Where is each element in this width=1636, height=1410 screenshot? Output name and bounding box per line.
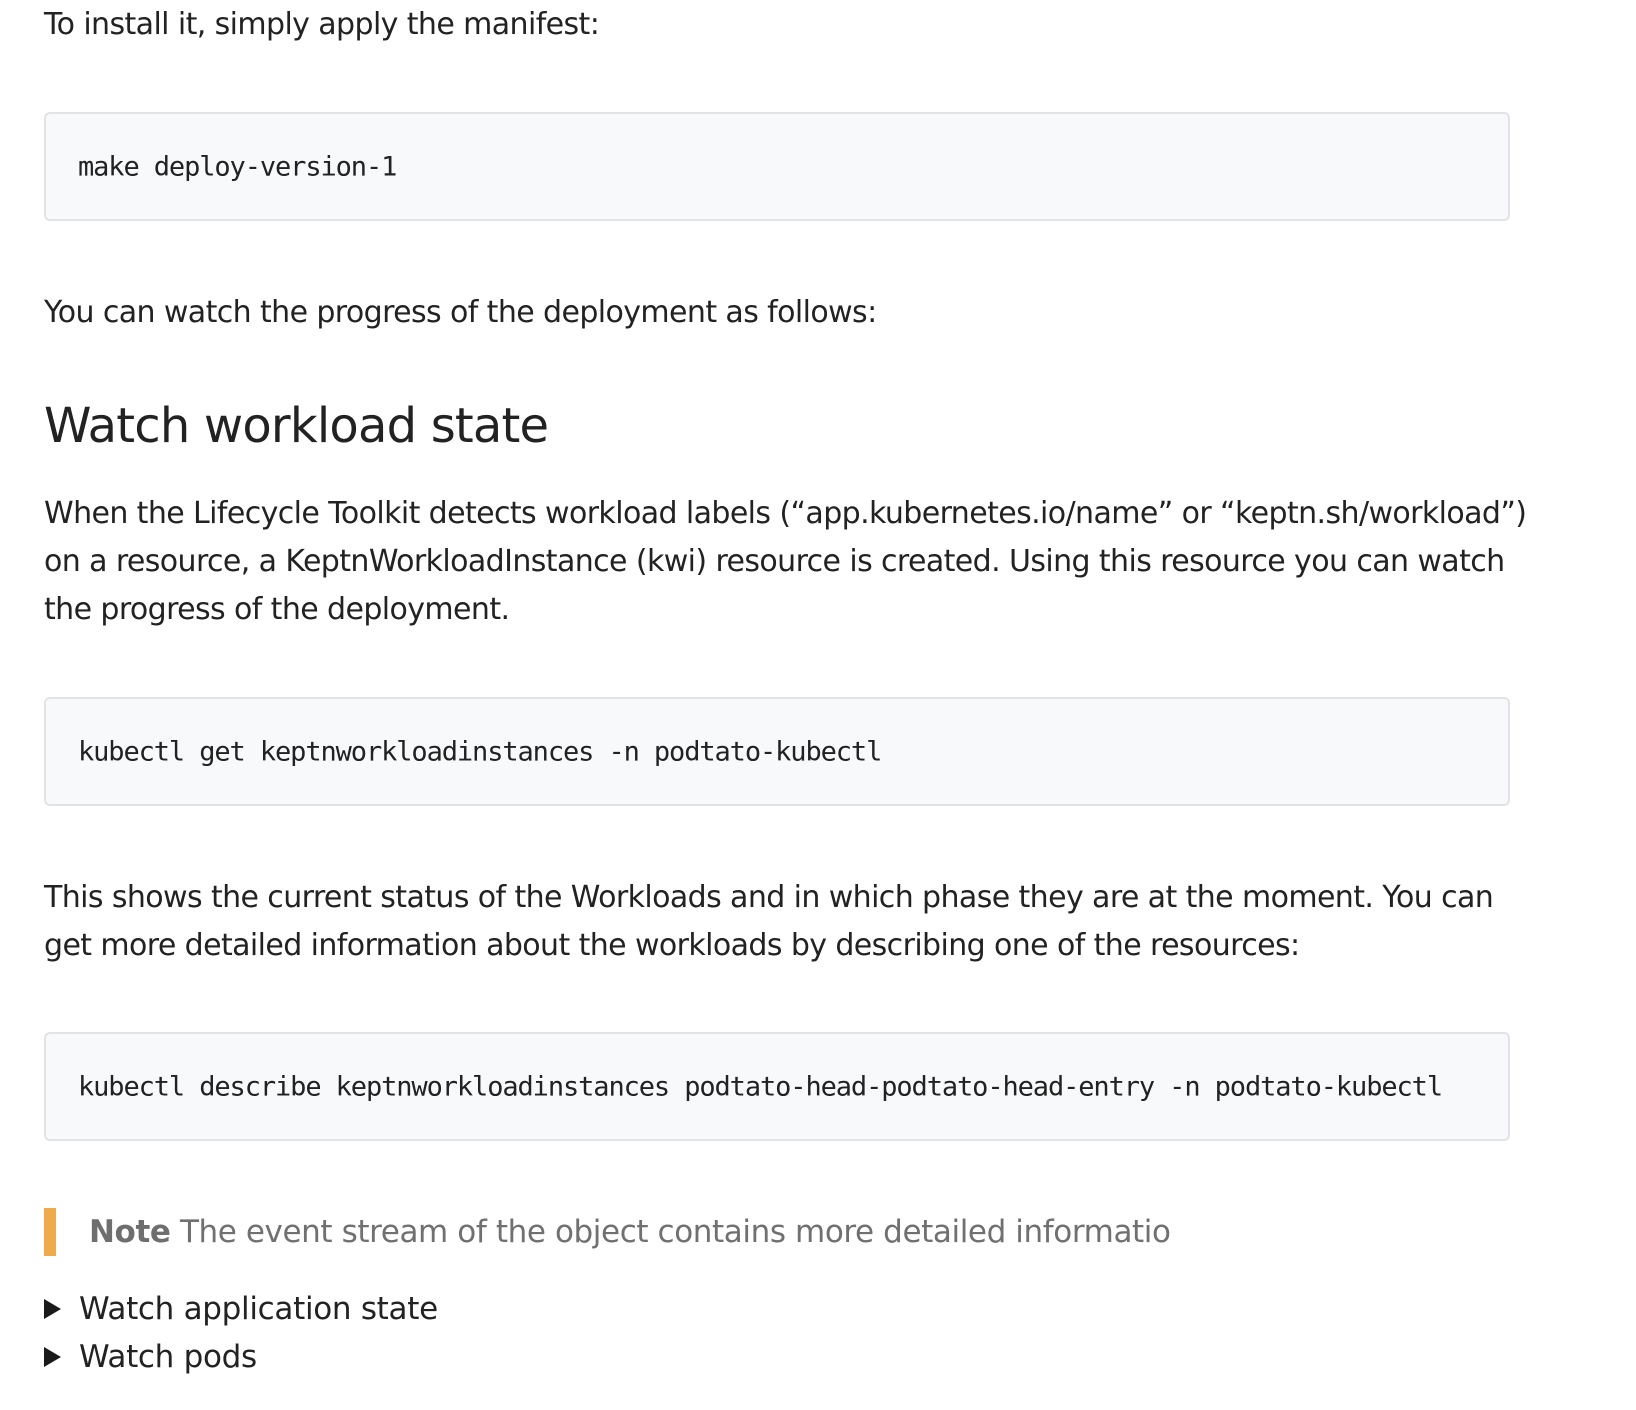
code-block-get-workloads[interactable] <box>44 697 1510 806</box>
details-summary-label[interactable]: Watch application state <box>79 1291 438 1327</box>
note-accent-bar <box>44 1208 56 1256</box>
code-deploy-command[interactable]: make deploy-version-1 <box>78 151 397 182</box>
details-watch-application-state[interactable] <box>44 1285 438 1333</box>
code-block-deploy[interactable] <box>44 112 1510 221</box>
note-text <box>89 1214 1171 1250</box>
intro-paragraph: To install it, simply apply the manifest: <box>44 7 600 42</box>
section-heading-watch-workload-state: Watch workload state <box>44 398 549 454</box>
note-callout <box>44 1207 1444 1257</box>
note-label: Note <box>89 1214 171 1250</box>
code-block-describe-workload[interactable] <box>44 1032 1510 1141</box>
status-description-paragraph: This shows the current status of the Workloads and in which phase they are at the moment. You can get more detailed information about the workloads by describing one of the resources: <box>44 880 1494 963</box>
code-get-command[interactable]: kubectl get keptnworkloadinstances -n podtato-kubectl <box>78 736 882 767</box>
watch-progress-paragraph: You can watch the progress of the deployment as follows: <box>44 295 877 330</box>
note-body: The event stream of the object contains more detailed informatio <box>170 1214 1171 1250</box>
code-describe-command[interactable]: kubectl describe keptnworkloadinstances podtato-head-podtato-head-entry -n podtato-kubectl <box>78 1071 1442 1102</box>
disclosure-triangle-icon[interactable] <box>44 1299 61 1319</box>
details-watch-pods[interactable] <box>44 1333 257 1381</box>
disclosure-triangle-icon[interactable] <box>44 1347 61 1367</box>
workload-description-paragraph: When the Lifecycle Toolkit detects workload labels (“app.kubernetes.io/name” or “keptn.sh/workload”) on a resource, a KeptnWorkloadInstance (kwi) resource is created. Using this resource you can watch the progress of the deployment. <box>44 496 1527 627</box>
details-summary-label[interactable]: Watch pods <box>79 1339 257 1375</box>
